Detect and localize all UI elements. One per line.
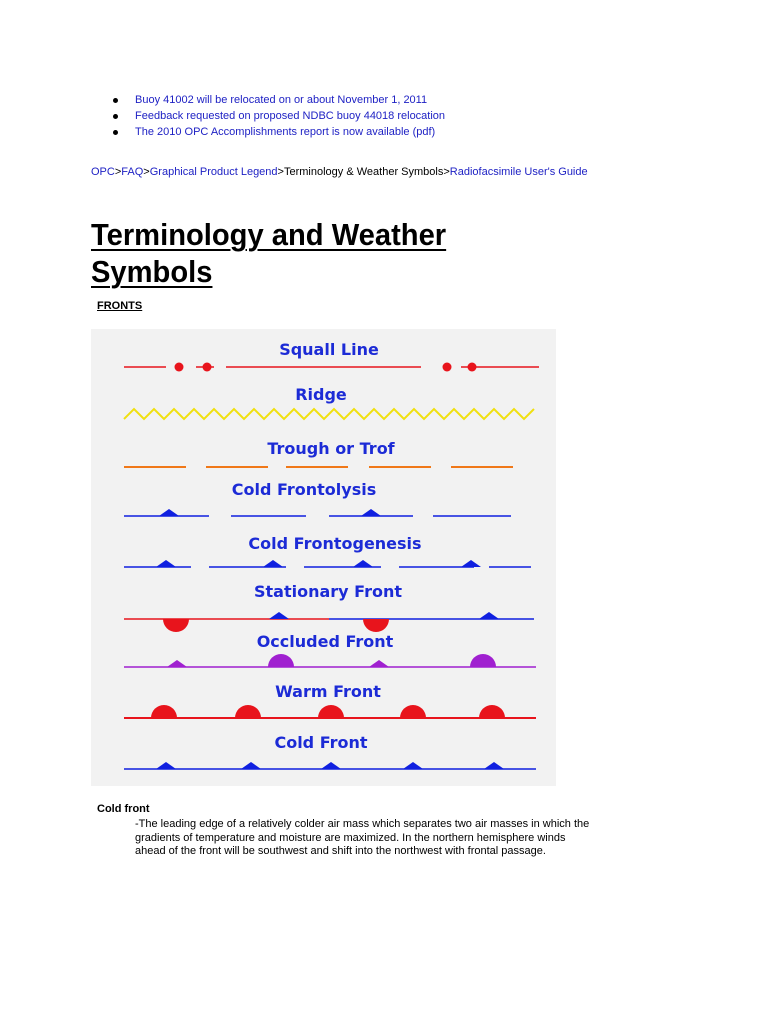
squall-dot xyxy=(175,363,184,372)
frontogenesis-triangle xyxy=(156,560,176,567)
news-item[interactable]: The 2010 OPC Accomplishments report is now available (pdf) xyxy=(113,124,445,140)
bullet-icon xyxy=(113,114,118,119)
news-list xyxy=(113,92,445,140)
cold-front-triangle xyxy=(484,762,504,769)
frontogenesis-triangle xyxy=(263,560,283,567)
legend-label-warm-front: Warm Front xyxy=(275,682,381,701)
stationary-cold-triangle xyxy=(269,612,289,619)
breadcrumb-separator: > xyxy=(277,166,284,178)
news-item[interactable]: Buoy 41002 will be relocated on or about November 1, 2011 xyxy=(113,92,445,108)
breadcrumb-separator: > xyxy=(443,166,450,178)
breadcrumb-link-guide[interactable]: Radiofacsimile User's Guide xyxy=(449,166,588,178)
fronts-legend-image xyxy=(91,329,556,786)
legend-label-ridge: Ridge xyxy=(295,385,347,404)
squall-dot xyxy=(443,363,452,372)
breadcrumb-separator: > xyxy=(114,166,122,178)
squall-dot xyxy=(468,363,477,372)
bullet-icon xyxy=(113,98,118,103)
warm-front-semicircle xyxy=(479,705,505,718)
legend-label-cold-frontogenesis: Cold Frontogenesis xyxy=(248,534,422,553)
occluded-semicircle xyxy=(470,654,496,667)
breadcrumb-link-opc[interactable]: OPC xyxy=(91,166,115,178)
stationary-warm-semicircle xyxy=(163,619,189,632)
definition-term: Cold front xyxy=(97,803,150,815)
news-item[interactable]: Feedback requested on proposed NDBC buoy 44018 relocation xyxy=(113,108,445,124)
breadcrumb-separator: > xyxy=(143,166,150,178)
occluded-triangle xyxy=(369,660,389,667)
bullet-icon xyxy=(113,130,118,135)
legend-label-cold-frontolysis: Cold Frontolysis xyxy=(231,480,377,499)
cold-front-triangle xyxy=(403,762,423,769)
definition-text: -The leading edge of a relatively colder air mass which separates two air masses in which the gradients of temperature and moisture are maximized. In the northern hemisphere winds ahead of the front will be southwest and shift into the northwest with frontal passage. xyxy=(135,818,590,857)
fronts-legend-graphic xyxy=(91,329,556,786)
frontogenesis-triangle xyxy=(461,560,481,567)
occluded-triangle xyxy=(167,660,187,667)
frontogenesis-triangle xyxy=(353,560,373,567)
cold-front-triangle xyxy=(241,762,261,769)
stationary-warm-semicircle xyxy=(363,619,389,632)
frontolysis-triangle xyxy=(159,509,179,516)
legend-label-trough: Trough or Trof xyxy=(267,439,395,458)
frontolysis-triangle xyxy=(361,509,381,516)
warm-front-semicircle xyxy=(151,705,177,718)
legend-label-stationary-front: Stationary Front xyxy=(254,582,402,601)
occluded-semicircle xyxy=(268,654,294,667)
breadcrumb xyxy=(91,165,588,179)
page-title: Terminology and Weather Symbols xyxy=(91,217,447,289)
squall-dot xyxy=(203,363,212,372)
cold-front-triangle xyxy=(156,762,176,769)
breadcrumb-current: Terminology & Weather Symbols xyxy=(283,166,444,178)
legend-label-squall-line: Squall Line xyxy=(279,340,379,359)
cold-front-triangle xyxy=(321,762,341,769)
section-label-fronts: FRONTS xyxy=(97,300,143,312)
breadcrumb-link-faq[interactable]: FAQ xyxy=(121,166,144,178)
warm-front-semicircle xyxy=(400,705,426,718)
warm-front-semicircle xyxy=(318,705,344,718)
breadcrumb-link-legend[interactable]: Graphical Product Legend xyxy=(149,166,278,178)
warm-front-semicircle xyxy=(235,705,261,718)
legend-label-occluded-front: Occluded Front xyxy=(256,632,394,651)
legend-label-cold-front: Cold Front xyxy=(274,733,368,752)
ridge-zigzag xyxy=(124,409,534,419)
stationary-cold-triangle xyxy=(479,612,499,619)
